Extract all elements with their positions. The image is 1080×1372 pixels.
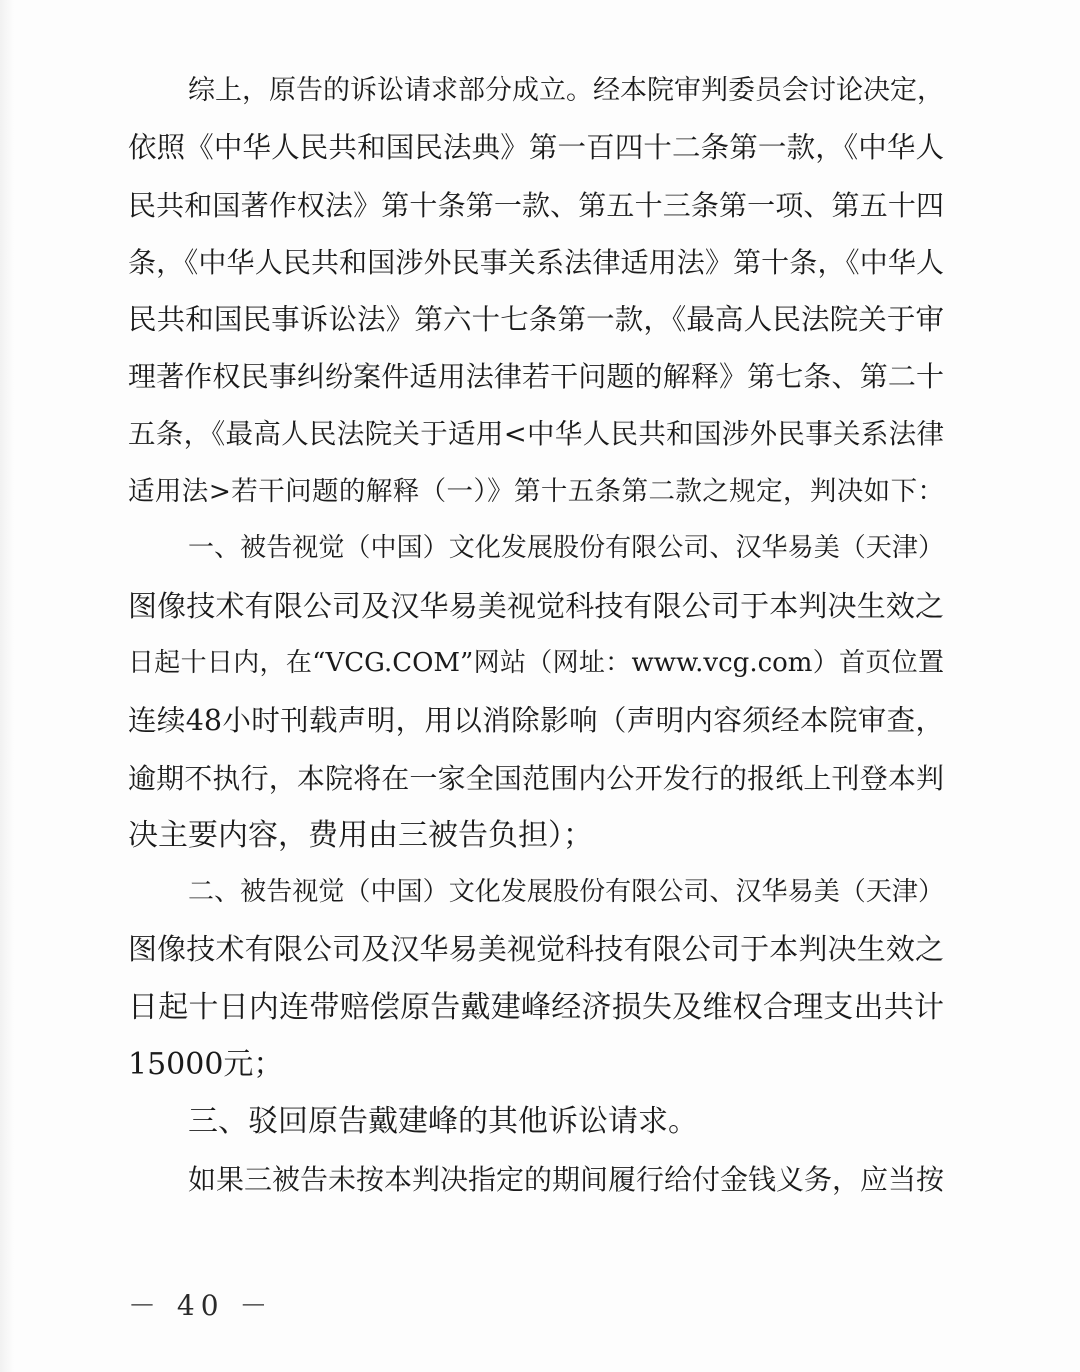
text-line: 依照《中华人民共和国民法典》第一百四十二条第一款，《中华人 bbox=[128, 131, 944, 165]
text-line: 民共和国著作权法》第十条第一款、第五十三条第一项、第五十四 bbox=[128, 188, 944, 222]
text-line: 图像技术有限公司及汉华易美视觉科技有限公司于本判决生效之 bbox=[128, 588, 944, 623]
text-line: 综上，原告的诉讼请求部分成立。经本院审判委员会讨论决定， bbox=[188, 75, 944, 106]
text-line: 理著作权民事纠纷案件适用法律若干问题的解释》第七条、第二十 bbox=[128, 360, 944, 394]
text-line: 一、被告视觉（中国）文化发展股份有限公司、汉华易美（天津） bbox=[188, 533, 944, 564]
judgment-body bbox=[128, 62, 944, 1208]
text-line: 决主要内容，费用由三被告负担）； bbox=[128, 817, 593, 853]
page-number: － 40 － bbox=[128, 1289, 274, 1322]
text-line: 适用法>若干问题的解释（一）》第十五条第二款之规定，判决如下： bbox=[128, 476, 944, 508]
text-line: 15000元； bbox=[128, 1047, 284, 1083]
text-line: 日起十日内连带赔偿原告戴建峰经济损失及维权合理支出共计 bbox=[128, 989, 944, 1025]
scan-shadow bbox=[0, 0, 14, 1372]
text-line: 二、被告视觉（中国）文化发展股份有限公司、汉华易美（天津） bbox=[188, 877, 944, 908]
text-line: 逾期不执行，本院将在一家全国范围内公开发行的报纸上刊登本判 bbox=[128, 761, 944, 795]
text-line: 条，《中华人民共和国涉外民事关系法律适用法》第十条，《中华人 bbox=[128, 245, 944, 279]
text-line: 五条，《最高人民法院关于适用<中华人民共和国涉外民事关系法律 bbox=[128, 417, 944, 450]
text-line: 三、驳回原告戴建峰的其他诉讼请求。 bbox=[188, 1104, 698, 1140]
text-line: 如果三被告未按本判决指定的期间履行给付金钱义务，应当按 bbox=[188, 1162, 945, 1196]
text-line: 连续48小时刊载声明，用以消除影响（声明内容须经本院审查， bbox=[128, 704, 944, 738]
text-line: 图像技术有限公司及汉华易美视觉科技有限公司于本判决生效之 bbox=[128, 932, 944, 967]
text-line: 民共和国民事诉讼法》第六十七条第一款，《最高人民法院关于审 bbox=[128, 303, 944, 337]
text-line: 日起十日内，在“VCG.COM”网站（网址：www.vcg.com）首页位置 bbox=[128, 647, 944, 678]
